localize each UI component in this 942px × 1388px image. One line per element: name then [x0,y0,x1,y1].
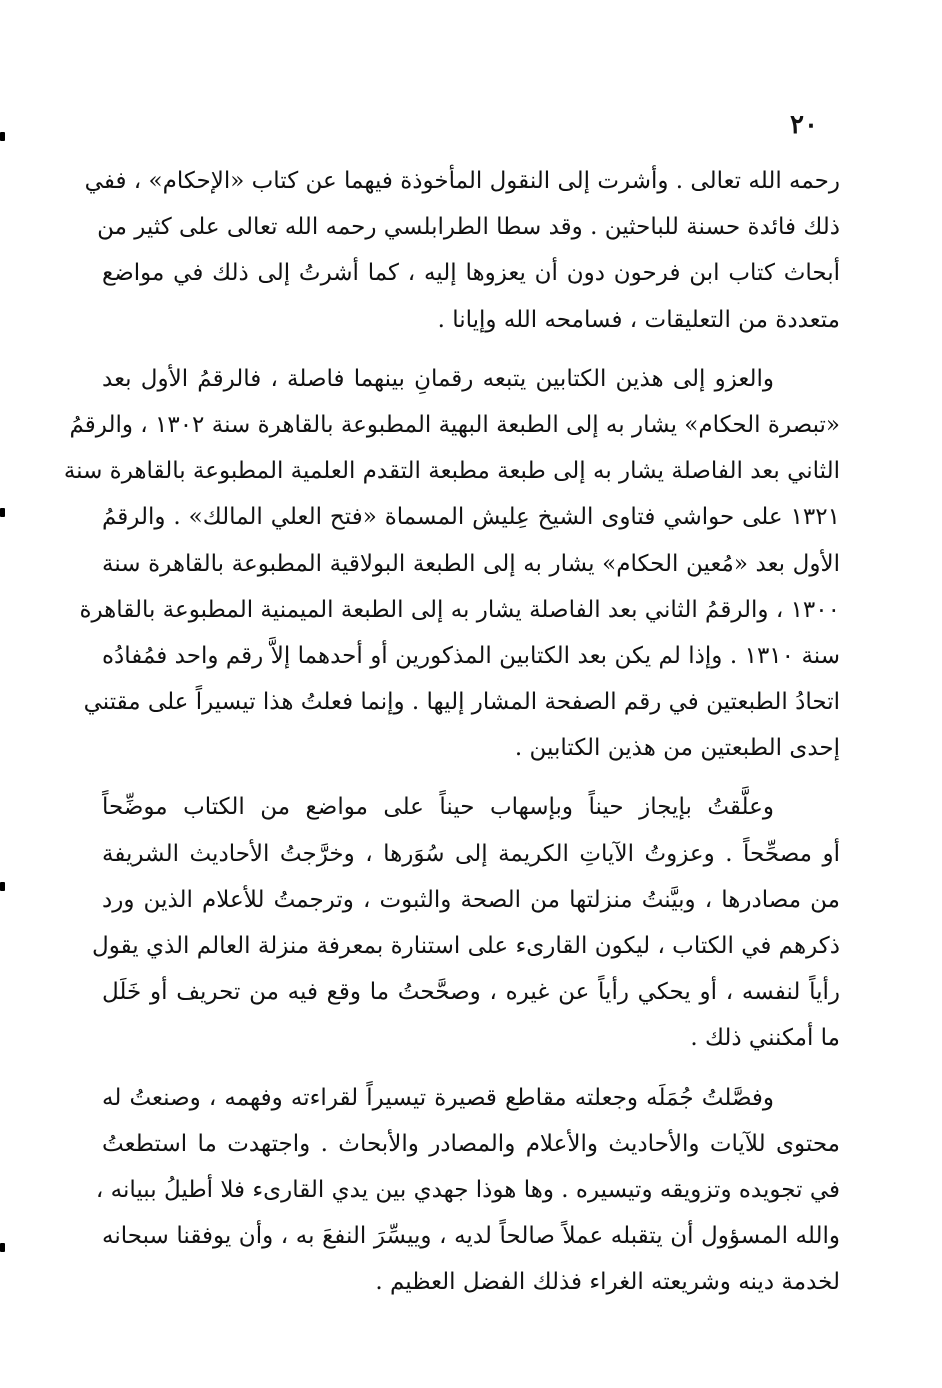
text-line: في تجويده وتزويقه وتيسيره . وها هوذا جهدي بين يدي القارىء فلا أطيلُ ببيانه ، [95,1176,840,1203]
text-line: متعددة من التعليقات ، فسامحه الله وإيانا . [437,306,840,333]
paragraph-gap [102,343,840,356]
paragraph [92,784,840,1061]
paragraph [84,158,840,343]
text-line: الأول بعد «مُعين الحكام» يشار به إلى الطبعة البولاقية المطبوعة بالقاهرة سنة [102,550,840,577]
text-line: وفصَّلتُ جُمَلَه وجعلته مقاطع قصيرة تيسيراً لقراءته وفهمه ، وصنعتُ له [102,1084,774,1111]
text-line: ذلك فائدة حسنة للباحثين . وقد سطا الطرابلسي رحمه الله تعالى على كثير من [97,214,840,241]
text-line: رأياً لنفسه ، أو يحكي رأياً عن غيره ، وصحَّحتُ ما وقع فيه من تحريف أو خَلَل [102,979,840,1006]
page-number: ٢٠ [790,110,818,140]
paragraph-gap [102,771,840,784]
text-line: «تبصرة الحكام» يشار به إلى الطبعة البهية المطبوعة بالقاهرة سنة ١٣٠٢ ، والرقمُ [69,411,840,438]
text-line: وعلَّقتُ بإيجاز حيناً وبإسهاب حيناً على مواضع من الكتاب موضِّحاً [102,794,774,821]
text-line: ١٣٢١ على حواشي فتاوى الشيخ عِليش المسماة «فتح العلي المالك» . والرقمُ [102,504,840,531]
text-line: أو مصحِّحاً . وعزوتُ الآياتِ الكريمة إلى سُوَرها ، وخرَّجتُ الأحاديث الشريفة [102,840,840,867]
text-line: من مصادرها ، وبيَّنتُ منزلتها من الصحة والثبوت ، وترجمتُ للأعلام الذين ورد [102,886,840,913]
scan-edge-mark [0,1243,5,1252]
text-line: لخدمة دينه وشريعته الغراء فذلك الفضل العظيم . [375,1269,840,1296]
body-text [63,158,840,1306]
paragraph [95,1075,840,1306]
text-line: رحمه الله تعالى . وأشرت إلى النقول المأخوذة فيهما عن كتاب «الإحكام» ، ففي [84,168,840,194]
text-line: والعزو إلى هذين الكتابين يتبعه رقمانِ بينهما فاصلة ، فالرقمُ الأول بعد [102,365,774,392]
paragraph [63,356,840,772]
text-line: والله المسؤول أن يتقبله عملاً صالحاً لديه ، وييسِّرَ النفعَ به ، وأن يوفقنا سبحانه [102,1223,840,1250]
text-line: محتوى للآيات والأحاديث والأعلام والمصادر والأبحاث . واجتهدت ما استطعتُ [102,1130,840,1157]
text-line: ما أمكنني ذلك . [690,1025,840,1052]
text-line: سنة ١٣١٠ . وإذا لم يكن بعد الكتابين المذكورين أو أحدهما إلاَّ رقم واحد فمُفادُه [102,642,840,669]
text-line: ذكرهم في الكتاب ، ليكون القارىء على استنارة بمعرفة منزلة العالم الذي يقول [92,933,840,959]
text-line: إحدى الطبعتين من هذين الكتابين . [514,735,840,762]
scan-edge-mark [0,882,5,891]
scan-edge-mark [0,132,5,141]
text-line: الثاني بعد الفاصلة يشار به إلى طبعة مطبعة التقدم العلمية المطبوعة بالقاهرة سنة [63,458,840,485]
text-line: أبحاث كتاب ابن فرحون دون أن يعزوها إليه ، كما أشرتُ إلى ذلك في مواضع [102,260,840,287]
paragraph-gap [102,1062,840,1075]
scan-edge-mark [0,508,5,517]
text-line: ١٣٠٠ ، والرقمُ الثاني بعد الفاصلة يشار به إلى الطبعة الميمنية المطبوعة بالقاهرة [79,596,840,623]
text-line: اتحادُ الطبعتين في رقم الصفحة المشار إليها . وإنما فعلتُ هذا تيسيراً على مقتني [83,689,840,716]
